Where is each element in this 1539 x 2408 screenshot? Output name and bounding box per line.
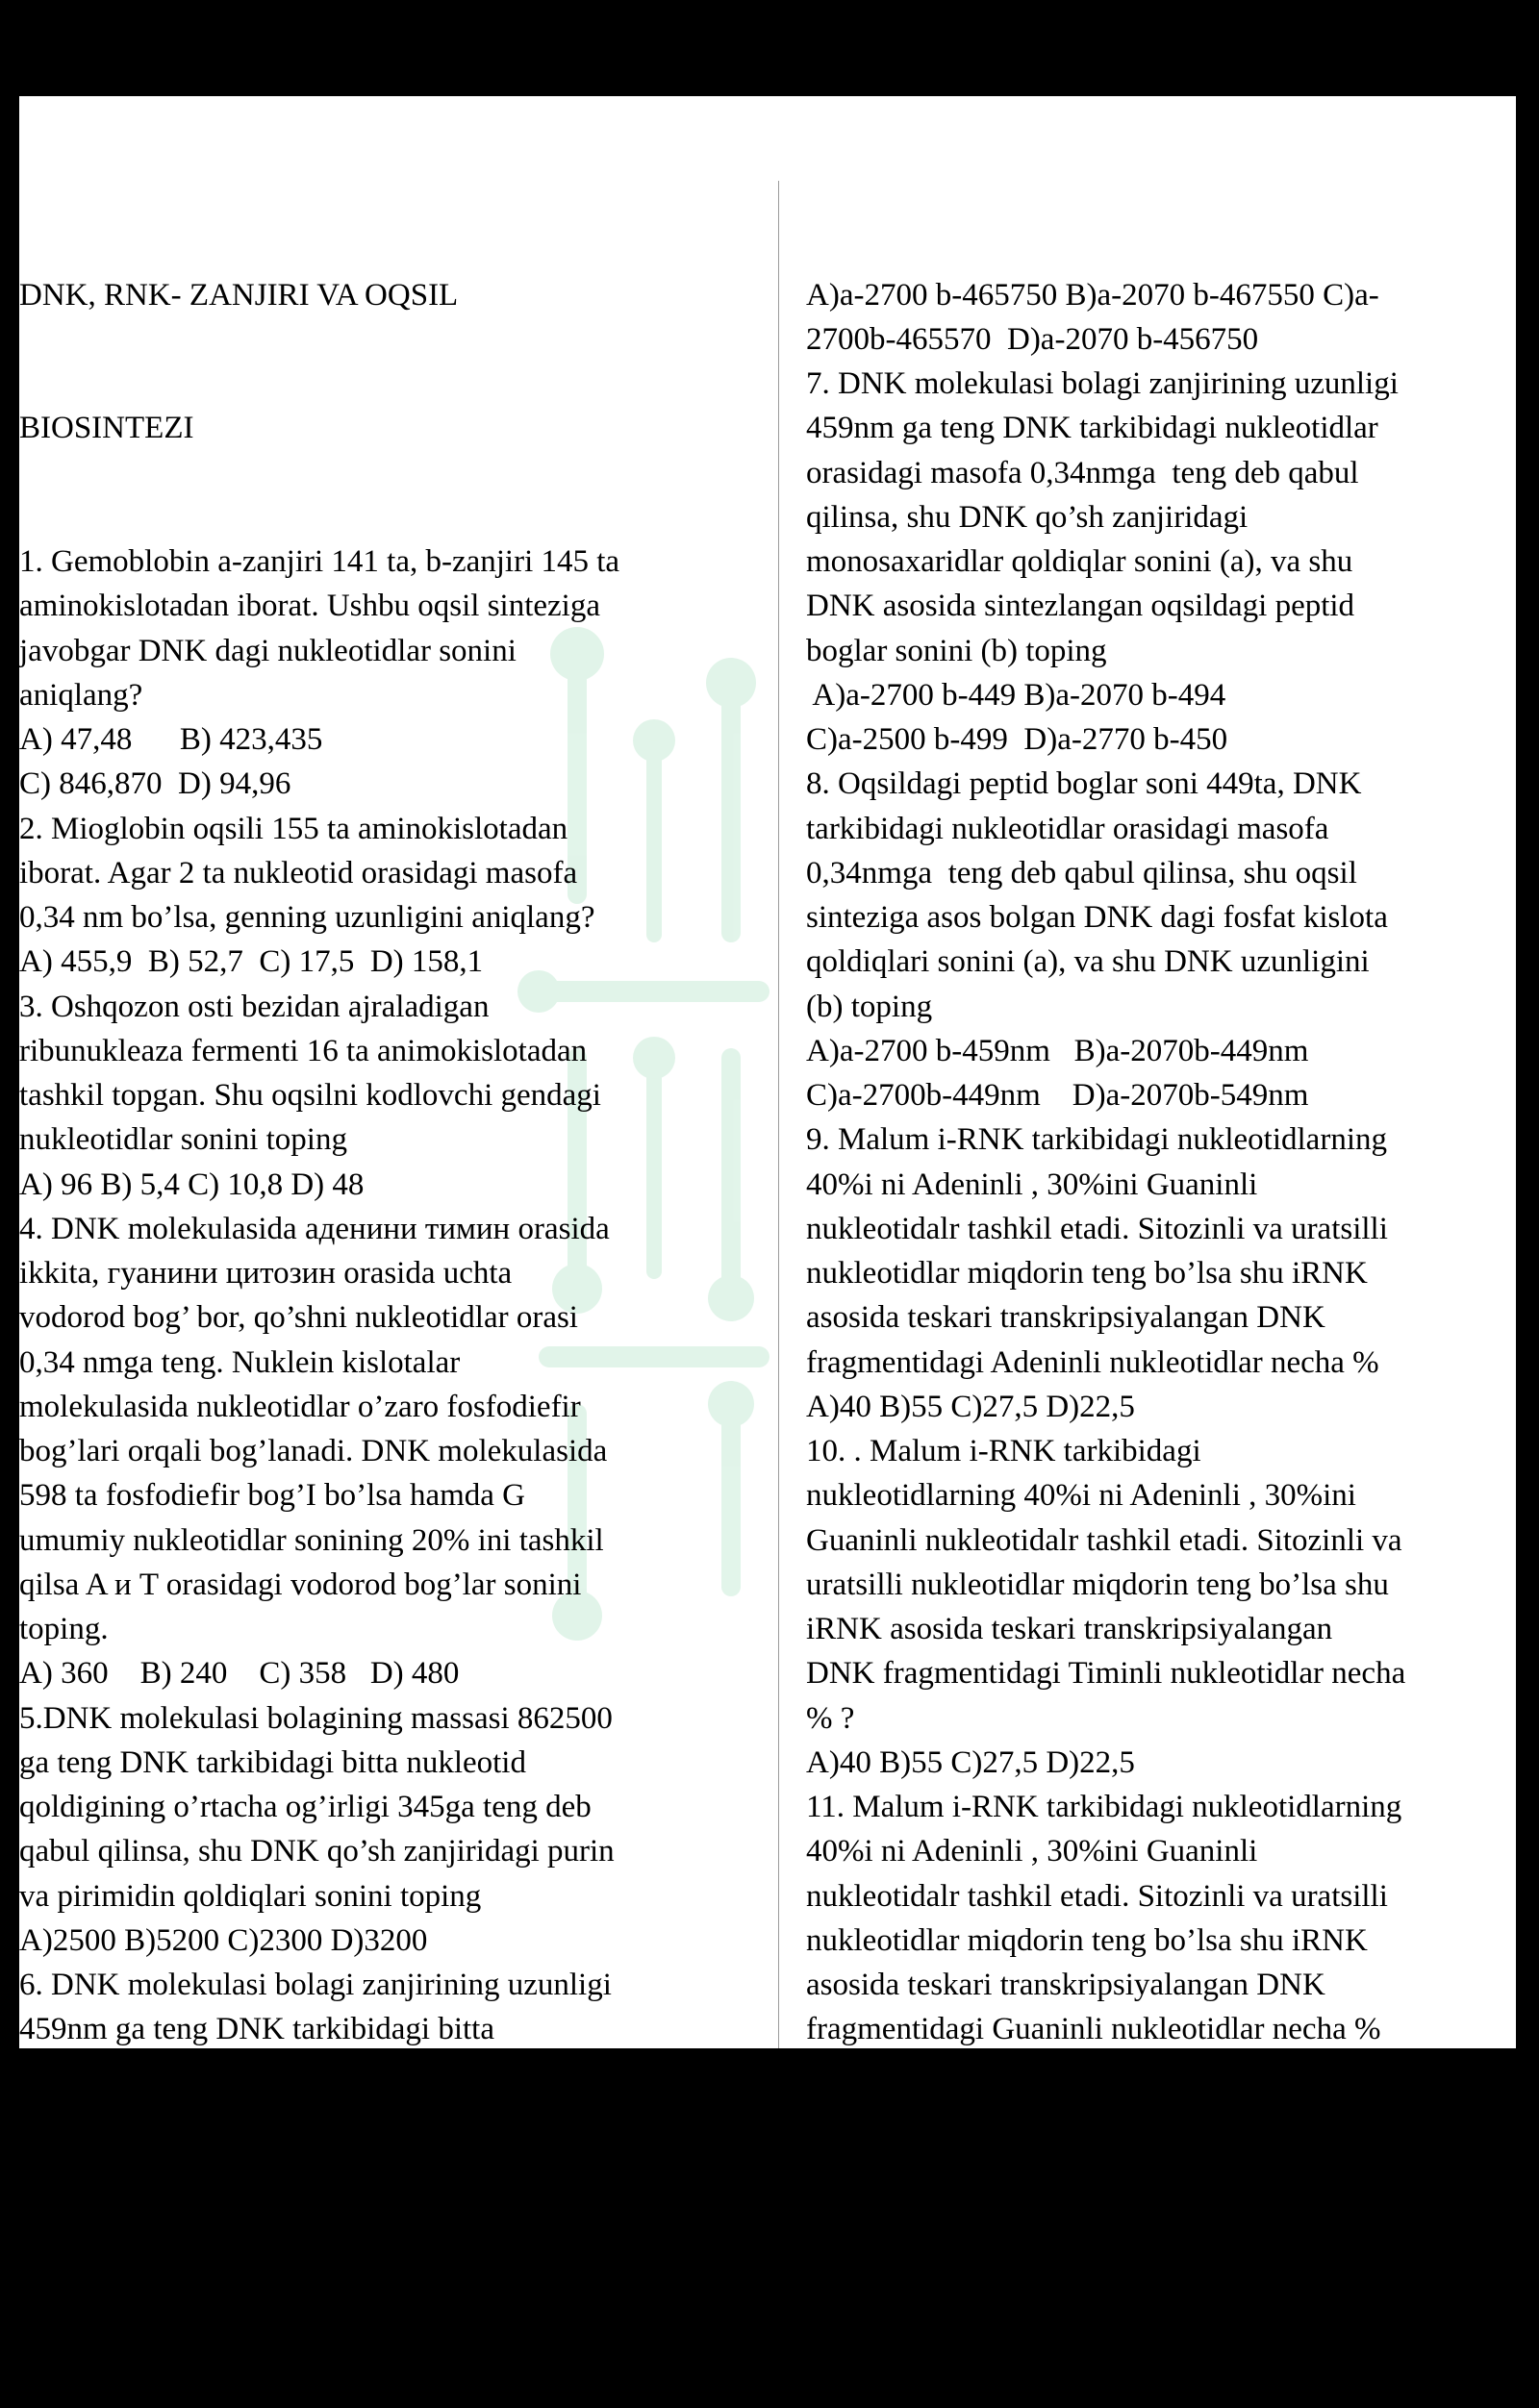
text-line: fragmentidagi Adeninli nukleotidlar necha % [806,1344,1379,1380]
text-line: teng deb qabul qilinsa, shu DNK qo’sh [19,2145,513,2180]
text-line: C)a-2700b-449nm D)a-2070b-549nm [806,1078,1309,1113]
text-line: ga teng DNK tarkibidagi bitta nukleotid [19,1744,526,1780]
text-line: ikkita, гуанини цитозин orasida uchta [19,1256,513,1291]
text-line: 1. Gemoblobin a-zanjiri 141 ta, b-zanjiri 145 ta [19,544,620,579]
text-line: A)a-2700 b-449 B)a-2070 b-494 [806,677,1226,713]
text-line: C) 846,870 D) 94,96 [19,766,291,802]
text-line: boglar sonini (b) toping [806,633,1107,668]
text-line: tashkil topgan. Shu oqsilni kodlovchi gendagi [19,1078,601,1113]
text-line: 9. Malum i-RNK tarkibidagi nukleotidlarning [806,1122,1387,1158]
text-line: A)a-2700 b-459nm B)a-2070b-449nm [806,1033,1309,1068]
text-line: fragmentidagi Guaninli nukleotidlar necha % [806,2012,1381,2047]
left-column [19,184,774,2314]
text-line: A)2500 B)5200 C)2300 D)3200 [19,1922,428,1958]
text-line: (b) toping [806,989,933,1024]
text-line: asosida teskari transkripsiyalangan DNK [806,1968,1325,2002]
text-line: C)a-2500 b-499 D)a-2770 b-450 [806,722,1228,757]
column-divider [778,181,779,2048]
document-page [19,96,1516,2314]
text-line: 3. Oshqozon osti bezidan ajraladigan [19,989,490,1024]
text-line: A)40 B)55 C)27,5 D)22,5 [806,1389,1135,1424]
text-line: (a), va shu DNK asosida sintezlangan i-RNK [19,2234,592,2270]
document-title-line-2: BIOSINTEZI [19,411,194,446]
text-line: nukleotidlar miqdorin teng bo’lsa shu iRNK [806,1256,1368,1291]
text-line: va pirimidin qoldiqlari sonini toping [19,1878,482,1914]
text-line: toping. [19,1612,109,1646]
text-line: 459nm ga teng DNK tarkibidagi nukleotidlar [806,411,1378,446]
text-line: 0,34nmga teng deb qabul qilinsa, shu oqsil [806,855,1357,890]
text-line: 6. DNK molekulasi bolagi zanjirining uzunligi [19,1968,612,2002]
text-line: uratsilli nukleotidlar miqdorin teng bo’lsa shu [806,1567,1389,1602]
right-column [806,184,1516,2092]
text-line: A) 455,9 B) 52,7 C) 17,5 D) 158,1 [19,944,484,980]
text-line: 7. DNK molekulasi bolagi zanjirining uzunligi [806,366,1399,401]
text-line: bog’lari orqali bog’lanadi. DNK molekulasida [19,1434,608,1468]
text-line: A)40 B)55 C)27,5 D)22,5 [806,1744,1135,1780]
text-line: 11. Malum i-RNK tarkibidagi nukleotidlarning [806,1790,1402,1824]
text-line: iRNK asosida teskari transkripsiyalangan [806,1612,1333,1646]
text-line: 5.DNK molekulasi bolagining massasi 862500 [19,1700,613,1736]
text-line: monosaxaridlar qoldiqlar sonini (a), va shu [806,544,1353,579]
text-line: 345ga,nukleotidlar orasidagi masofa 0,34nmga [19,2100,617,2136]
text-line: qoldigining o’rtacha og’irligi 345ga teng deb [19,1790,592,1824]
right-column-text [806,273,1516,2096]
text-line: 4. DNK molekulasida аденини тимин orasida [19,1211,610,1246]
text-line: nukleotidlar miqdorin teng bo’lsa shu iRNK [806,1922,1368,1958]
text-line: qoldiqlari sonini (a), va shu DNK uzunligini [806,944,1370,980]
text-line: A)40 B)55 C)27,5 D)22,5 [806,2056,1135,2092]
text-line: 40%i ni Adeninli , 30%ini Guaninli [806,1166,1258,1202]
text-line: asosida teskari transkripsiyalangan DNK [806,1300,1325,1336]
text-line: 40%i ni Adeninli , 30%ini Guaninli [806,1834,1258,1869]
text-line: 598 ta fosfodiefir bog’I bo’lsa hamda G [19,1478,526,1514]
text-line: A) 360 B) 240 C) 358 D) 480 [19,1656,460,1692]
text-line: iborat. Agar 2 ta nukleotid orasidagi masofa [19,855,578,890]
text-line: umumiy nukleotidlar sonining 20% ini tashkil [19,1522,604,1558]
text-line: orasidagi masofa 0,34nmga teng deb qabul [806,455,1359,490]
text-line: molekulasining og’irligini hisoblang [19,2278,484,2314]
text-line: nukleotidalr tashkil etadi. Sitozinli va uratsilli [806,1211,1388,1246]
text-line: Guaninli nukleotidalr tashkil etadi. Sitozinli va [806,1522,1402,1558]
text-line: 8. Oqsildagi peptid boglar soni 449ta, DNK [806,766,1362,802]
text-line: aminokislotadan iborat. Ushbu oqsil sinteziga [19,589,600,624]
text-line: qabul qilinsa, shu DNK qo’sh zanjiridagi purin [19,1834,615,1869]
text-line: nukleotid qoldigining o’rtacha og’irligi [19,2056,517,2092]
document-title-line-1: DNK, RNK- ZANJIRI VA OQSIL [19,277,459,313]
text-line: nukleotidalr tashkil etadi. Sitozinli va uratsilli [806,1878,1388,1914]
text-line: % ? [806,1700,855,1736]
text-line: DNK asosida sintezlangan oqsildagi peptid [806,589,1355,624]
text-line: A)a-2700 b-465750 B)a-2070 b-467550 C)a- [806,277,1379,313]
text-line: molekulasida nukleotidlar o’zaro fosfodiefir [19,1389,581,1424]
text-line: A) 47,48 B) 423,435 [19,722,323,757]
text-line: vodorod bog’ bor, qo’shni nukleotidlar orasi [19,1300,578,1336]
text-line: 10. . Malum i-RNK tarkibidagi [806,1434,1201,1468]
text-line: aniqlang? [19,677,143,713]
text-line: tarkibidagi nukleotidlar orasidagi masofa [806,811,1329,846]
text-line: DNK fragmentidagi Timinli nukleotidlar necha [806,1656,1406,1692]
text-line: 0,34 nm bo’lsa, genning uzunligini aniqlang? [19,900,595,935]
text-line: 2. Mioglobin oqsili 155 ta aminokislotadan [19,811,568,846]
text-line: 459nm ga teng DNK tarkibidagi bitta [19,2012,494,2047]
text-line: 0,34 nmga teng. Nuklein kislotalar [19,1344,461,1380]
text-line: qilsa A и T orasidagi vodorod bog’lar sonini [19,1567,582,1602]
text-line: ribunukleaza fermenti 16 ta animokislotadan [19,1033,588,1068]
text-line: nukleotidlarning 40%i ni Adeninli , 30%ini [806,1478,1356,1514]
text-line: 2700b-465570 D)a-2070 b-456750 [806,321,1259,357]
text-line: qilinsa, shu DNK qo’sh zanjiridagi [806,499,1249,535]
text-line: A) 96 B) 5,4 C) 10,8 D) 48 [19,1166,365,1202]
text-line: zanjiridagi purin va pirimidin qoldiqlari sonini [19,2190,611,2225]
text-line: nukleotidlar sonini toping [19,1122,347,1158]
text-line: sinteziga asos bolgan DNK dagi fosfat kislota [806,900,1388,935]
text-line: javobgar DNK dagi nukleotidlar sonini [19,633,517,668]
left-column-text [19,539,774,2319]
